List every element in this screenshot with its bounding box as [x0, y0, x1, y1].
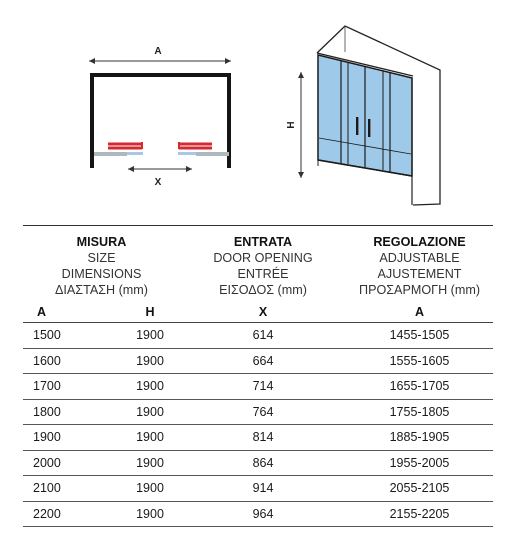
- label-h: H: [286, 121, 297, 129]
- height-arrow-top: [298, 72, 304, 78]
- header-opening-it: ENTRATA: [233, 235, 293, 249]
- cell-height: 1900: [136, 506, 164, 521]
- cell-height: 1900: [136, 379, 164, 394]
- height-arrow-bottom: [298, 172, 304, 178]
- cell-height: 1900: [136, 430, 164, 445]
- header-adjust-gr: ΠΡΟΣΑΡΜΟΓΗ (mm): [358, 283, 481, 297]
- label-a: A: [154, 46, 162, 57]
- table-row: [23, 451, 493, 477]
- table-row: [23, 374, 493, 400]
- perspective-view: [286, 26, 440, 205]
- cell-adjustable: 1455-1505: [389, 328, 450, 343]
- table-body: [23, 323, 493, 527]
- cell-height: 1900: [136, 328, 164, 343]
- cell-opening: 864: [252, 455, 274, 470]
- width-arrow-right: [225, 58, 231, 64]
- cell-adjustable: 1555-1605: [389, 353, 450, 368]
- cell-height: 1900: [136, 455, 164, 470]
- handle-right: [368, 119, 370, 137]
- cell-width: 1500: [33, 328, 61, 343]
- glass-edge-right: [178, 152, 196, 155]
- header-size-it: MISURA: [76, 235, 127, 249]
- table-header: [23, 226, 493, 302]
- column-letters-row: [23, 302, 493, 323]
- cell-adjustable: 2055-2105: [389, 481, 450, 496]
- header-size-en: SIZE: [87, 251, 116, 265]
- cell-adjustable: 1955-2005: [389, 455, 450, 470]
- cell-adjustable: 1655-1705: [389, 379, 450, 394]
- handle-left: [356, 117, 358, 135]
- cell-opening: 714: [252, 379, 274, 394]
- header-opening-gr: ΕΙΣΟΔΟΣ (mm): [219, 283, 307, 297]
- cell-opening: 914: [252, 481, 274, 496]
- header-size-gr: ΔΙΑΣΤΑΣΗ (mm): [54, 283, 148, 297]
- cell-opening: 664: [252, 353, 274, 368]
- dimensions-table: [23, 225, 493, 527]
- cell-opening: 614: [252, 328, 274, 343]
- header-size-fr: DIMENSIONS: [61, 267, 142, 281]
- cell-adjustable: 1885-1905: [389, 430, 450, 445]
- cell-opening: 764: [252, 404, 274, 419]
- plan-view: [89, 46, 231, 188]
- cell-opening: 814: [252, 430, 274, 445]
- column-a: A: [37, 305, 47, 319]
- cell-width: 1600: [33, 353, 61, 368]
- header-adjust-en: ADJUSTABLE: [379, 251, 460, 265]
- glass-edge-left: [127, 152, 143, 155]
- column-x: X: [258, 305, 268, 319]
- width-arrow-left: [89, 58, 95, 64]
- header-size: [23, 226, 180, 302]
- shower-diagram: [0, 0, 516, 225]
- cell-height: 1900: [136, 404, 164, 419]
- table-row: [23, 425, 493, 451]
- column-adjust-a: A: [414, 305, 425, 319]
- cell-opening: 964: [252, 506, 274, 521]
- cell-width: 2100: [33, 481, 61, 496]
- cell-width: 2000: [33, 455, 61, 470]
- column-h: H: [145, 305, 155, 319]
- cell-width: 1700: [33, 379, 61, 394]
- header-opening-fr: ENTRÉE: [237, 267, 289, 281]
- cell-adjustable: 2155-2205: [389, 506, 450, 521]
- cell-height: 1900: [136, 353, 164, 368]
- cell-adjustable: 1755-1805: [389, 404, 450, 419]
- opening-arrow-right: [186, 166, 192, 172]
- header-adjustable: [346, 226, 493, 302]
- fixed-panel-left: [94, 152, 127, 156]
- table-row: [23, 349, 493, 375]
- cell-width: 1900: [33, 430, 61, 445]
- cell-width: 1800: [33, 404, 61, 419]
- table-row: [23, 476, 493, 502]
- header-opening-en: DOOR OPENING: [213, 251, 313, 265]
- header-adjust-it: REGOLAZIONE: [373, 235, 466, 249]
- fixed-panel-right: [196, 152, 229, 156]
- label-x: X: [154, 177, 162, 188]
- cell-width: 2200: [33, 506, 61, 521]
- header-adjust-fr: AJUSTEMENT: [377, 267, 462, 281]
- table-row: [23, 502, 493, 528]
- table-row: [23, 400, 493, 426]
- header-door-opening: [180, 226, 346, 302]
- cell-height: 1900: [136, 481, 164, 496]
- table-row: [23, 323, 493, 349]
- opening-arrow-left: [128, 166, 134, 172]
